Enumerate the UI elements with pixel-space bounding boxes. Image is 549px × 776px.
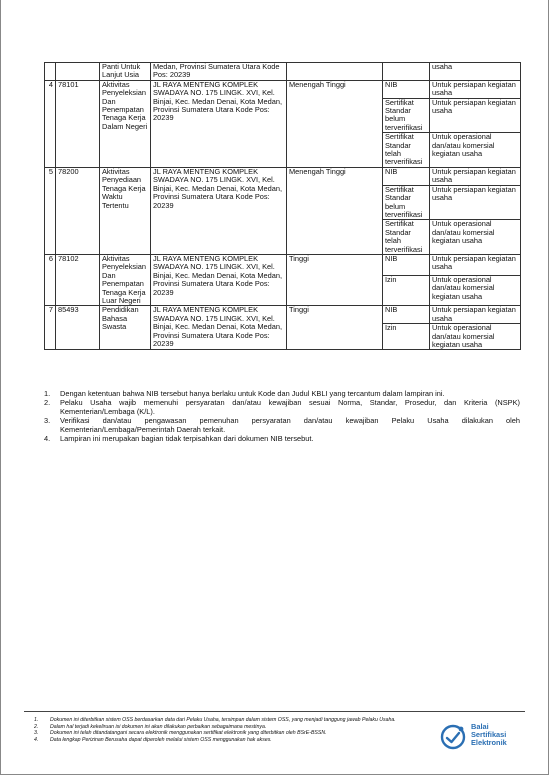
bse-logo	[440, 722, 522, 750]
note-item	[44, 434, 520, 443]
footer-note-number: 3.	[34, 730, 39, 737]
footer-note-text: Dokumen ini diterbitkan sistem OSS berdasarkan data dari Pelaku Usaha, tersimpan dalam sistem OSS, yang menjadi tanggung jawab Pelaku Usaha.	[50, 717, 396, 723]
document-purpose-cell: Untuk operasional dan/atau komersial kegiatan usaha	[430, 133, 521, 168]
note-text: Pelaku Usaha wajib memenuhi persyaratan dan/atau kewajiban sesuai Norma, Standar, Prosedur, dan Kriteria (NSPK) Kementerian/Lembaga (K/L).	[60, 398, 520, 416]
row-number-cell: 7	[45, 306, 56, 350]
bse-logo-icon	[440, 724, 466, 750]
document-type-cell: Sertifikat Standar belum terverifikasi	[383, 185, 430, 220]
row-number-cell: 5	[45, 167, 56, 254]
footer-note-item	[34, 717, 444, 724]
table-row	[45, 254, 521, 275]
table-row	[45, 80, 521, 98]
kbli-name-cell: Aktivitas Penyeleksian Dan Penempatan Tenaga Kerja Dalam Negeri	[100, 80, 151, 167]
risk-level-cell: Menengah Tinggi	[287, 167, 383, 254]
document-purpose-cell: Untuk persiapan kegiatan usaha	[430, 306, 521, 324]
note-item	[44, 398, 520, 416]
address-cell: JL RAYA MENTENG KOMPLEK SWADAYA NO. 175 LINGK. XVI, Kel. Binjai, Kec. Medan Denai, Kota Medan, Provinsi Sumatera Utara Kode Pos: 20239	[151, 80, 287, 167]
kbli-code-cell: 78102	[56, 254, 100, 305]
bse-logo-line2: Sertifikasi	[471, 730, 507, 739]
note-number: 3.	[44, 416, 51, 425]
document-type-cell: Sertifikat Standar belum terverifikasi	[383, 98, 430, 133]
footer-note-text: Data lengkap Perizinan Berusaha dapat diperoleh melalui sistem OSS menggunakan hak akses.	[50, 736, 272, 743]
kbli-code-cell: 85493	[56, 306, 100, 350]
kbli-name-cell: Aktivitas Penyeleksian Dan Penempatan Tenaga Kerja Luar Negeri	[100, 254, 151, 305]
risk-level-cell	[287, 63, 383, 81]
document-purpose-cell: Untuk persiapan kegiatan usaha	[430, 80, 521, 98]
document-type-cell	[383, 63, 430, 81]
risk-level-cell: Tinggi	[287, 254, 383, 305]
note-text: Dengan ketentuan bahwa NIB tersebut hanya berlaku untuk Kode dan Judul KBLI yang tercantum dalam lampiran ini.	[60, 389, 445, 398]
note-item	[44, 389, 520, 398]
table-row	[45, 306, 521, 324]
note-number: 2.	[44, 398, 51, 407]
footer-note-number: 1.	[34, 717, 39, 723]
document-purpose-cell: Untuk operasional dan/atau komersial kegiatan usaha	[430, 324, 521, 350]
footer-notes-list	[34, 717, 444, 743]
document-type-cell: NIB	[383, 80, 430, 98]
page-footer	[24, 711, 525, 762]
kbli-code-cell	[56, 63, 100, 81]
row-number-cell	[45, 63, 56, 81]
note-item	[44, 416, 520, 434]
footer-note-item	[34, 737, 444, 744]
table-row	[45, 167, 521, 185]
note-number: 4.	[44, 434, 51, 443]
footer-note-item	[34, 724, 444, 731]
bse-logo-line1: Balai	[471, 722, 489, 731]
kbli-table	[44, 62, 521, 350]
footer-note-number: 2.	[34, 723, 39, 730]
footer-note-number: 4.	[34, 736, 39, 743]
document-purpose-cell: Untuk persiapan kegiatan usaha	[430, 98, 521, 133]
address-cell: JL RAYA MENTENG KOMPLEK SWADAYA NO. 175 LINGK. XVI, Kel. Binjai, Kec. Medan Denai, Kota Medan, Provinsi Sumatera Utara Kode Pos: 20239	[151, 306, 287, 350]
document-purpose-cell: Untuk operasional dan/atau komersial kegiatan usaha	[430, 220, 521, 255]
kbli-code-cell: 78101	[56, 80, 100, 167]
document-type-cell: Sertifikat Standar telah terverifikasi	[383, 133, 430, 168]
document-type-cell: Izin	[383, 324, 430, 350]
document-purpose-cell: Untuk operasional dan/atau komersial kegiatan usaha	[430, 275, 521, 306]
kbli-code-cell: 78200	[56, 167, 100, 254]
kbli-name-cell: Panti Untuk Lanjut Usia	[100, 63, 151, 81]
kbli-name-cell: Pendidikan Bahasa Swasta	[100, 306, 151, 350]
address-cell: JL RAYA MENTENG KOMPLEK SWADAYA NO. 175 LINGK. XVI, Kel. Binjai, Kec. Medan Denai, Kota Medan, Provinsi Sumatera Utara Kode Pos: 20239	[151, 167, 287, 254]
kbli-table-body	[45, 63, 521, 350]
document-purpose-cell: Untuk persiapan kegiatan usaha	[430, 167, 521, 185]
row-number-cell: 6	[45, 254, 56, 305]
table-row	[45, 63, 521, 81]
document-purpose-cell: Untuk persiapan kegiatan usaha	[430, 185, 521, 220]
document-type-cell: Izin	[383, 275, 430, 306]
document-type-cell: NIB	[383, 167, 430, 185]
bse-logo-line3: Elektronik	[471, 738, 507, 747]
document-purpose-cell: Untuk persiapan kegiatan usaha	[430, 254, 521, 275]
notes-list	[44, 389, 520, 443]
note-text: Lampiran ini merupakan bagian tidak terpisahkan dari dokumen NIB tersebut.	[60, 434, 314, 443]
footer-note-text: Dokumen ini telah ditandatangani secara elektronik menggunakan sertifikat elektronik yang diterbitkan oleh BSrE-BSSN.	[50, 730, 327, 737]
kbli-name-cell: Aktivitas Penyediaan Tenaga Kerja Waktu Tertentu	[100, 167, 151, 254]
document-type-cell: NIB	[383, 306, 430, 324]
address-cell: JL RAYA MENTENG KOMPLEK SWADAYA NO. 175 LINGK. XVI, Kel. Binjai, Kec. Medan Denai, Kota Medan, Provinsi Sumatera Utara Kode Pos: 20239	[151, 254, 287, 305]
document-type-cell: NIB	[383, 254, 430, 275]
note-text: Verifikasi dan/atau pengawasan pemenuhan persyaratan dan/atau kewajiban Pelaku Usaha dilakukan oleh Kementerian/Lembaga/Pemerintah Daerah terkait.	[60, 416, 520, 434]
address-cell: Medan, Provinsi Sumatera Utara Kode Pos: 20239	[151, 63, 287, 81]
risk-level-cell: Tinggi	[287, 306, 383, 350]
footer-note-text: Dalam hal terjadi kekeliruan isi dokumen ini akan dilakukan perbaikan sebagaimana mestinya.	[50, 723, 267, 730]
row-number-cell: 4	[45, 80, 56, 167]
note-number: 1.	[44, 389, 51, 398]
footer-note-item	[34, 730, 444, 737]
document-type-cell: Sertifikat Standar telah terverifikasi	[383, 220, 430, 255]
bse-logo-text	[471, 723, 507, 747]
risk-level-cell: Menengah Tinggi	[287, 80, 383, 167]
document-purpose-cell: usaha	[430, 63, 521, 81]
